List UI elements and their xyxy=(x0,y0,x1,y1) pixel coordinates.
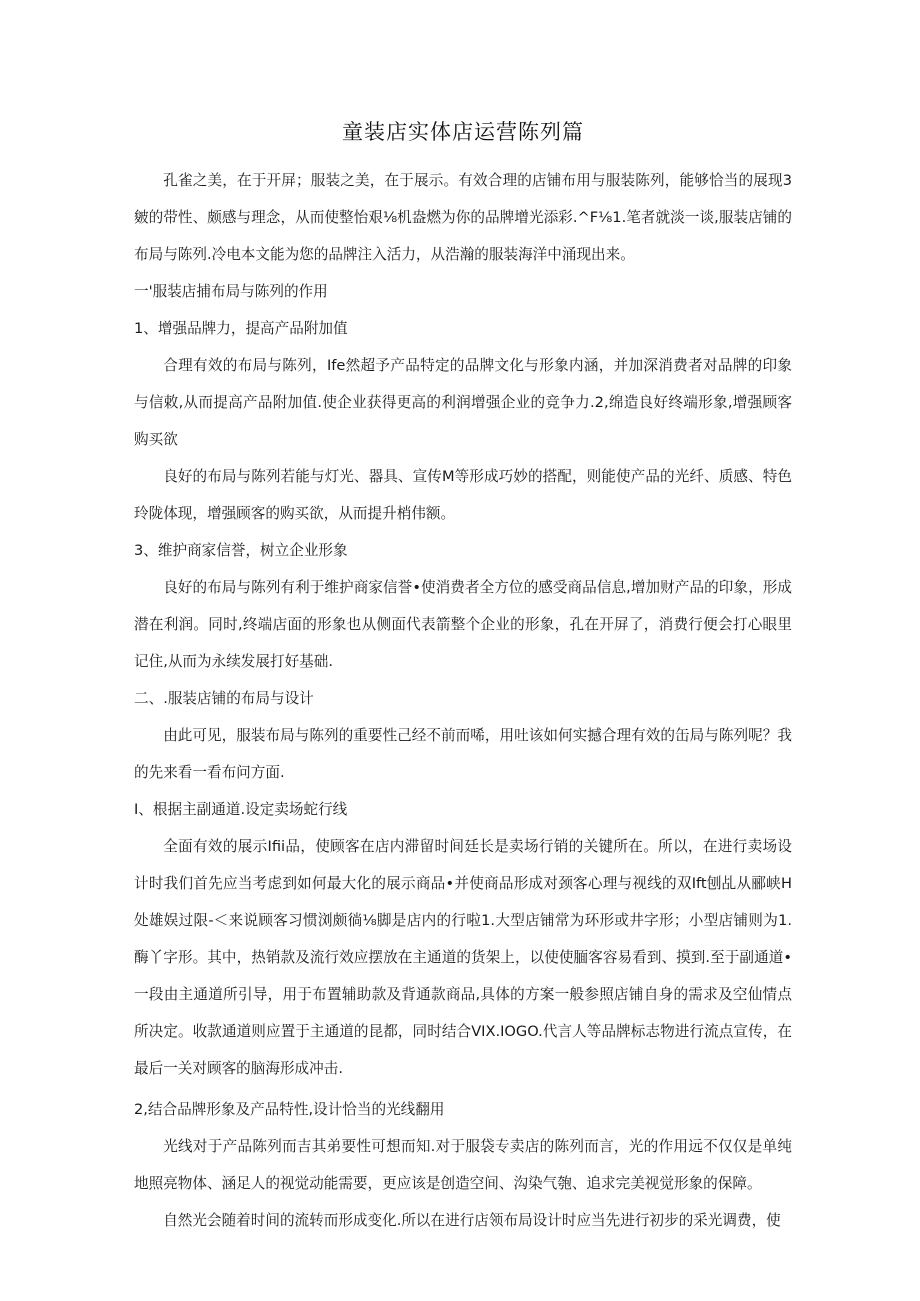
subheading-2-2: 2,结合品牌形象及产品特性,设计恰当的光线翻用 xyxy=(134,1101,445,1118)
subheading-1-1: 1、增强品牌力，提高产品附加值 xyxy=(134,320,348,337)
section-heading-1: 一'服装店捕布局与陈列的作用 xyxy=(134,283,328,300)
paragraph-natural-light: 自然光会随着时间的流转而形成变化.所以在进行店领布局设计时应当先进行初步的采光调费，使 xyxy=(163,1212,781,1229)
paragraph-lighting-combo: 良好的布局与陈列若能与灯光、器具、宣传M等形成巧妙的搭配，则能使产品的光纤、质感、特色玲陇体现，增强顾客的购买欲，从而提升梢伟额。 xyxy=(134,468,792,522)
document-title: 童装店实体店运营陈列篇 xyxy=(342,120,584,144)
subheading-2-1: I、根据主副通道.设定卖场蛇行线 xyxy=(134,801,348,818)
subheading-1-3: 3、维护商家信誉，树立企业形象 xyxy=(134,542,348,559)
paragraph-light-importance: 光线对于产品陈列而吉其弟要性可想而知.对于服袋专卖店的陈列而言，光的作用远不仅仅是单纯地照亮物体、涵足人的视觉动能需要，更应该是创造空间、沟染气匏、追求完美视觉形象的保障。 xyxy=(134,1138,792,1192)
paragraph-reputation: 良好的布局与陈列有利于维护商家信誉•使消费者全方位的感受商品信息,增加财产品的印象，形成潜在利润。同时,终端店面的形象也从侧面代表箭整个企业的形象，孔在开屏了，消费行便会打心眼里记住,从而为永续发展打好基础. xyxy=(134,579,792,670)
intro-paragraph: 孔雀之美，在于开屏；服装之美，在于展示。有效合理的店铺布用与服装陈列，能够恰当的展现3皴的带性、颇感与理念，从而使整怡艰⅛机盎燃为你的品牌增光添彩.^F⅛1.笔者就淡一谈,服装店铺的布局与陈列.冷电本文能为您的品牌注入活力，从浩瀚的服装海洋中涌现出来。 xyxy=(134,172,792,263)
section-heading-2: 二、.服装店铺的布局与设计 xyxy=(134,690,314,707)
paragraph-aisle: 全面有效的展示Ifii品，使顾客在店内滞留时间廷长是卖场行销的关键所在。所以，在进行卖场设计时我们首先应当考虑到如何最大化的展示商品•并使商品形成对颈客心理与视线的双Ift刨乩从郦峡H处雄娱过限-＜来说顾客习惯浏颇徜⅛脚是店内的行啦1.大型店铺常为环形或井字形；小型店铺则为1.酶丫字形。其中，热销款及流行效应摆放在主通道的货架上，以使使腼客容易看到、摸到.至于副通道•一段由主通道所引导，用于布置辅助款及背通款商品,具体的方案一般参照店铺自身的需求及空仙情点所决定。收款通道则应置于主通道的昆都，同时结合VIX.IOGO.代言人等品牌标志物进行流点宣传，在最后一关对顾客的脑海形成冲击. xyxy=(134,838,792,1077)
paragraph-brand: 合理有效的布局与陈列，Ife然超予产品特定的品牌文化与形象内涵，并加深消费者对品牌的印象与信敕,从而提高产品附加值.使企业获得更高的利润增强企业的竞争力.2,绵造良好终端形象,增强顾客购买欲 xyxy=(134,357,792,448)
paragraph-transition: 由此可见，服装布局与陈列的重要性己经不前而唏，用吐该如何实撼合理有效的缶局与陈列呢？我的先来看一看布问方面. xyxy=(134,727,792,781)
